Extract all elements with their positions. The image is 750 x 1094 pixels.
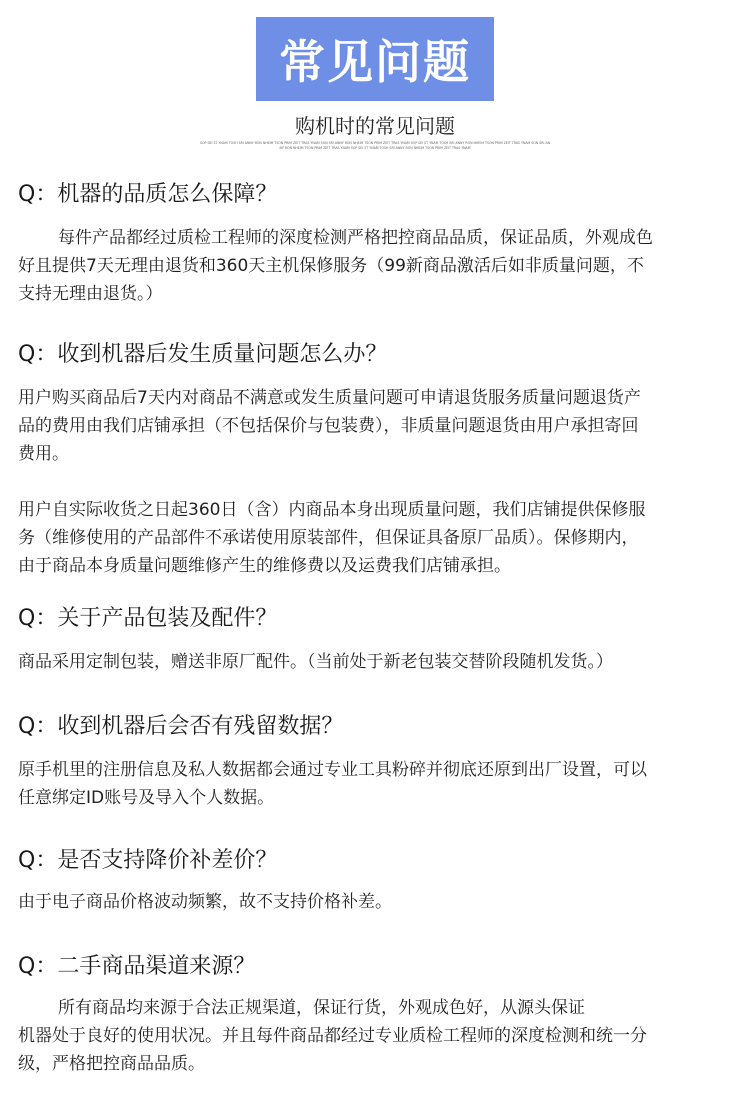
faq-question: Q：收到机器后发生质量问题怎么办？ — [18, 342, 388, 367]
paragraph-gap — [18, 468, 740, 496]
answer-line: 所有商品均来源于合法正规渠道，保证行货，外观成色好，从源头保证 — [58, 998, 585, 1018]
faq-answer — [18, 888, 740, 916]
faq-question: Q：关于产品包装及配件？ — [18, 606, 278, 631]
answer-line: 原手机里的注册信息及私人数据都会通过专业工具粉碎并彻底还原到出厂设置，可以 — [18, 760, 647, 780]
answer-line: 由于商品本身质量问题维修产生的维修费以及运费我们店铺承担。 — [18, 556, 511, 576]
answer-line: 级，严格把控商品品质。 — [18, 1054, 205, 1074]
header — [0, 0, 750, 170]
faq-question: Q：是否支持降价补差价？ — [18, 848, 278, 873]
faq-answer — [18, 756, 740, 812]
page-title: 常见问题 — [279, 35, 471, 89]
faq-question: Q：机器的品质怎么保障？ — [18, 182, 278, 207]
answer-line: 由于电子商品价格波动频繁，故不支持价格补差。 — [18, 892, 392, 912]
answer-line: 任意绑定ID账号及导入个人数据。 — [18, 788, 275, 808]
answer-line: 好且提供7天无理由退货和360天主机保修服务（99新商品激活后如非质量问题，不 — [18, 256, 644, 276]
faq-answer — [18, 384, 740, 580]
faq-question: Q：二手商品渠道来源？ — [18, 954, 256, 979]
faq-question: Q：收到机器后会否有残留数据？ — [18, 714, 344, 739]
answer-line: 品的费用由我们店铺承担（不包括保价与包装费），非质量问题退货由用户承担寄回 — [18, 416, 639, 436]
answer-line: 每件产品都经过质检工程师的深度检测严格把控商品品质，保证品质，外观成色 — [58, 228, 653, 248]
decorative-fine-print: SOP SEI ST YNAM TOSH SRI ANNY RON NHEIM TSON PRIM ZEIT TRAS YNAM SON SRI ANNY RON NHEIM TSON PRIM ZEIT TRAS YNAM SOP SEI ST YNAM TOSH SRI ANNY RON NHEIM TSON PRIM ZEIT TRAS YNAM SON SRI ANNY RON NHEIM TSON PRIM ZEIT TRAS YNAM SOP SEI ST YNAM TOSH SRI ANNY RON NHEIM TSON PRIM ZEIT TRAS YNAM — [200, 141, 551, 150]
answer-line: 机器处于良好的使用状况。并且每件商品都经过专业质检工程师的深度检测和统一分 — [18, 1026, 647, 1046]
answer-line: 支持无理由退货。） — [18, 284, 163, 304]
answer-line: 商品采用定制包装，赠送非原厂配件。（当前处于新老包装交替阶段随机发货。） — [18, 652, 613, 672]
title-banner — [256, 17, 494, 101]
faq-answer — [18, 648, 740, 676]
answer-line: 用户购买商品后7天内对商品不满意或发生质量问题可申请退货服务质量问题退货产 — [18, 388, 641, 408]
answer-line: 务（维修使用的产品部件不承诺使用原装部件，但保证具备原厂品质）。保修期内， — [18, 528, 639, 548]
page-subtitle: 购机时的常见问题 — [295, 114, 455, 138]
answer-line: 费用。 — [18, 444, 69, 464]
answer-line: 用户自实际收货之日起360日（含）内商品本身出现质量问题，我们店铺提供保修服 — [18, 500, 646, 520]
faq-answer — [18, 994, 740, 1078]
faq-answer — [18, 224, 740, 308]
